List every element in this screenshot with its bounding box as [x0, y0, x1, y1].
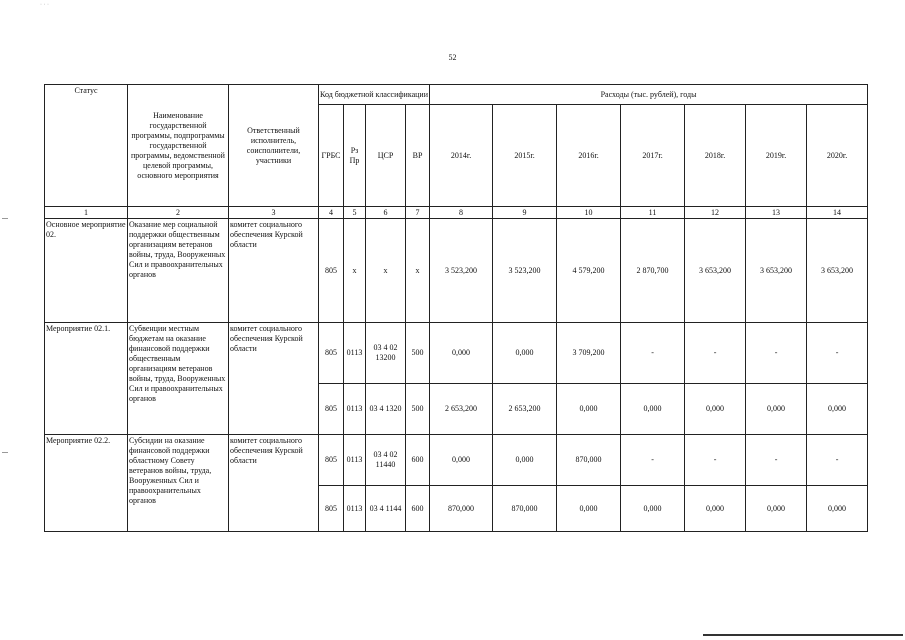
- cell-vr: 600: [406, 435, 430, 486]
- cell-value: 0,000: [685, 384, 746, 435]
- cell-value: 3 523,200: [430, 219, 493, 323]
- header-year: 2017г.: [621, 105, 685, 207]
- header-year: 2018г.: [685, 105, 746, 207]
- header-status: Статус: [45, 85, 128, 207]
- scan-edge-mark: [2, 452, 8, 453]
- cell-value: 2 653,200: [493, 384, 557, 435]
- header-year: 2016г.: [557, 105, 621, 207]
- cell-value: 0,000: [493, 435, 557, 486]
- cell-value: 0,000: [807, 384, 868, 435]
- row-status: Мероприятие 02.2.: [45, 435, 128, 532]
- cell-value: -: [621, 323, 685, 384]
- cell-value: 3 653,200: [807, 219, 868, 323]
- column-number: 8: [430, 207, 493, 219]
- cell-csr: 03 4 1320: [366, 384, 406, 435]
- cell-rzpr: 0113: [344, 323, 366, 384]
- cell-value: 3 653,200: [685, 219, 746, 323]
- cell-csr: х: [366, 219, 406, 323]
- row-responsible: комитет социального обеспечения Курской области: [229, 219, 319, 323]
- scan-bottom-line: [703, 634, 903, 636]
- column-number: 7: [406, 207, 430, 219]
- cell-vr: 500: [406, 384, 430, 435]
- header-year: 2020г.: [807, 105, 868, 207]
- cell-value: 3 709,200: [557, 323, 621, 384]
- page-number: 52: [448, 53, 457, 62]
- header-grbs: ГРБС: [319, 105, 344, 207]
- cell-rzpr: 0113: [344, 384, 366, 435]
- cell-grbs: 805: [319, 384, 344, 435]
- cell-value: 0,000: [621, 384, 685, 435]
- cell-value: -: [685, 323, 746, 384]
- cell-value: 0,000: [430, 323, 493, 384]
- scan-edge-mark: [2, 218, 8, 219]
- cell-value: -: [746, 323, 807, 384]
- header-name: Наименование государственной программы, подпрограммы государственной программы, ведомственной целевой программы, основного мероприятия: [128, 85, 229, 207]
- cell-grbs: 805: [319, 323, 344, 384]
- cell-value: -: [807, 323, 868, 384]
- cell-grbs: 805: [319, 486, 344, 532]
- header-rzpr: Рз Пр: [344, 105, 366, 207]
- cell-value: -: [621, 435, 685, 486]
- header-csr: ЦСР: [366, 105, 406, 207]
- cell-value: 2 653,200: [430, 384, 493, 435]
- cell-vr: 600: [406, 486, 430, 532]
- header-responsible: Ответственный исполнитель, соисполнители, участники: [229, 85, 319, 207]
- cell-value: 4 579,200: [557, 219, 621, 323]
- column-number: 2: [128, 207, 229, 219]
- cell-csr: 03 4 1144: [366, 486, 406, 532]
- cell-value: -: [746, 435, 807, 486]
- column-number: 14: [807, 207, 868, 219]
- header-expenses: Расходы (тыс. рублей), годы: [430, 85, 868, 105]
- column-number: 11: [621, 207, 685, 219]
- row-responsible: комитет социального обеспечения Курской области: [229, 435, 319, 532]
- column-number: 9: [493, 207, 557, 219]
- cell-grbs: 805: [319, 219, 344, 323]
- cell-value: 3 523,200: [493, 219, 557, 323]
- cell-rzpr: х: [344, 219, 366, 323]
- row-name: Субсидии на оказание финансовой поддержки областному Совету ветеранов войны, труда, Вооруженных Сил и правоохранительных органов: [128, 435, 229, 532]
- row-status: Мероприятие 02.1.: [45, 323, 128, 435]
- header-budget-code: Код бюджетной классификации: [319, 85, 430, 105]
- cell-value: 870,000: [557, 435, 621, 486]
- cell-value: -: [807, 435, 868, 486]
- cell-vr: 500: [406, 323, 430, 384]
- cell-value: 0,000: [746, 486, 807, 532]
- cell-grbs: 805: [319, 435, 344, 486]
- table-row: [45, 435, 868, 486]
- cell-value: 3 653,200: [746, 219, 807, 323]
- cell-value: 0,000: [621, 486, 685, 532]
- column-number: 5: [344, 207, 366, 219]
- row-status: Основное мероприятие 02.: [45, 219, 128, 323]
- column-number: 13: [746, 207, 807, 219]
- row-name: Оказание мер социальной поддержки общественным организациям ветеранов войны, труда, Вооруженных Сил и правоохранительных органов: [128, 219, 229, 323]
- table-row: [45, 219, 868, 323]
- row-name: Субвенции местным бюджетам на оказание финансовой поддержки общественным организациям ветеранов войны, труда, Вооруженных Сил и правоохранительных органов: [128, 323, 229, 435]
- cell-vr: х: [406, 219, 430, 323]
- cell-value: 870,000: [493, 486, 557, 532]
- scan-artifact: · · ·: [40, 2, 49, 8]
- column-number: 10: [557, 207, 621, 219]
- cell-value: 0,000: [557, 384, 621, 435]
- cell-rzpr: 0113: [344, 435, 366, 486]
- header-year: 2014г.: [430, 105, 493, 207]
- column-number: 6: [366, 207, 406, 219]
- budget-table: [44, 84, 868, 532]
- table-row: [45, 323, 868, 384]
- cell-value: 2 870,700: [621, 219, 685, 323]
- cell-csr: 03 4 02 13200: [366, 323, 406, 384]
- header-year: 2015г.: [493, 105, 557, 207]
- column-number: 3: [229, 207, 319, 219]
- cell-value: 0,000: [493, 323, 557, 384]
- cell-rzpr: 0113: [344, 486, 366, 532]
- cell-value: -: [685, 435, 746, 486]
- cell-value: 0,000: [557, 486, 621, 532]
- cell-value: 0,000: [746, 384, 807, 435]
- cell-csr: 03 4 02 11440: [366, 435, 406, 486]
- row-responsible: комитет социального обеспечения Курской области: [229, 323, 319, 435]
- cell-value: 870,000: [430, 486, 493, 532]
- cell-value: 0,000: [807, 486, 868, 532]
- cell-value: 0,000: [685, 486, 746, 532]
- column-number: 4: [319, 207, 344, 219]
- column-number: 12: [685, 207, 746, 219]
- header-vr: ВР: [406, 105, 430, 207]
- column-number-row: [45, 207, 868, 219]
- cell-value: 0,000: [430, 435, 493, 486]
- column-number: 1: [45, 207, 128, 219]
- header-year: 2019г.: [746, 105, 807, 207]
